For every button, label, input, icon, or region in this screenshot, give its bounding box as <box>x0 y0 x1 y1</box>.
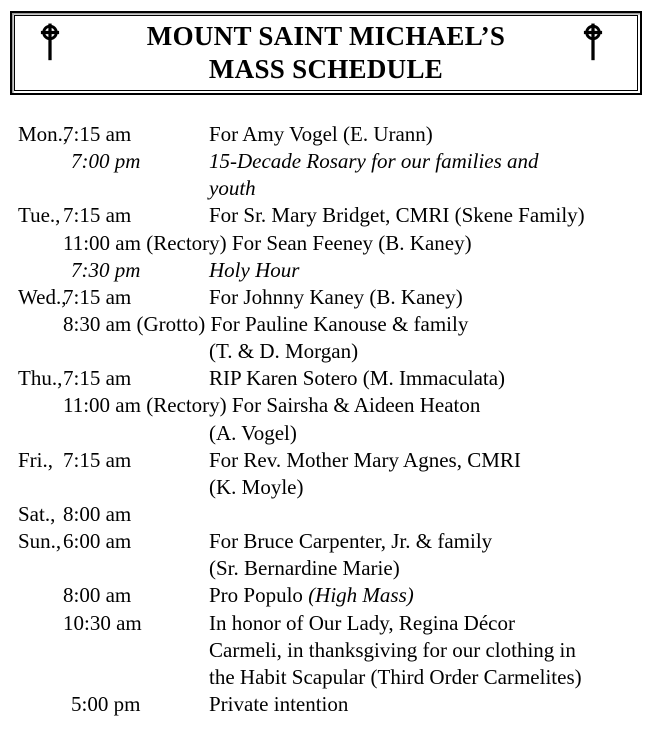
day-cell <box>18 555 63 582</box>
time-cell <box>63 338 209 365</box>
header-box-inner <box>14 15 638 91</box>
schedule-row <box>0 202 654 229</box>
schedule-row <box>0 257 654 284</box>
time-cell <box>63 474 209 501</box>
time-cell <box>63 175 209 202</box>
schedule-row <box>0 338 654 365</box>
time-cell: 6:00 am <box>63 529 132 554</box>
schedule-row <box>0 691 654 718</box>
time-cell <box>63 555 209 582</box>
intention-cell: Pro Populo (High Mass) <box>209 583 414 608</box>
schedule-row <box>0 148 654 175</box>
intention-cell: For Bruce Carpenter, Jr. & family <box>209 529 493 554</box>
day-cell <box>18 175 63 202</box>
schedule-row <box>0 365 654 392</box>
day-cell: Sat., <box>18 501 56 526</box>
time-cell: 7:30 pm <box>71 257 141 282</box>
time-cell <box>63 664 209 691</box>
schedule-row <box>0 230 654 257</box>
intention-cell: Carmeli, in thanksgiving for our clothing in <box>209 637 576 662</box>
day-cell: Mon., <box>18 122 69 146</box>
day-cell <box>18 474 63 501</box>
time-cell <box>63 637 209 664</box>
time-cell: 10:30 am <box>63 610 142 635</box>
time-cell: 7:15 am <box>63 366 132 391</box>
schedule-row <box>0 582 654 609</box>
day-cell: Fri., <box>18 447 54 472</box>
header-box <box>10 11 642 95</box>
intention-cell: (Sr. Bernardine Marie) <box>209 556 400 581</box>
celtic-cross-icon <box>583 22 603 67</box>
day-cell <box>18 637 63 664</box>
schedule-row <box>0 637 654 664</box>
time-and-intention-cell: 11:00 am (Rectory) For Sairsha & Aideen Heaton <box>63 393 481 418</box>
intention-cell: the Habit Scapular (Third Order Carmelites) <box>209 664 582 689</box>
time-cell <box>63 420 209 447</box>
schedule-row <box>0 392 654 419</box>
time-cell: 5:00 pm <box>71 691 141 716</box>
document-title <box>147 20 505 86</box>
schedule-row <box>0 420 654 447</box>
schedule-row <box>0 528 654 555</box>
day-cell <box>18 691 63 718</box>
day-cell <box>18 392 63 419</box>
day-cell <box>18 582 63 609</box>
intention-cell: (A. Vogel) <box>209 420 297 445</box>
day-cell: Tue., <box>18 203 61 228</box>
time-cell: 8:00 am <box>63 501 132 526</box>
time-and-intention-cell: 8:30 am (Grotto) For Pauline Kanouse & family <box>63 311 469 336</box>
day-cell <box>18 148 63 175</box>
day-cell: Thu., <box>18 366 63 391</box>
day-cell: Wed., <box>18 284 67 309</box>
day-cell <box>18 610 63 637</box>
title-line-1: MOUNT SAINT MICHAEL’S <box>146 21 506 51</box>
intention-cell: Private intention <box>209 691 349 716</box>
intention-cell: Holy Hour <box>209 257 300 282</box>
intention-cell: youth <box>209 176 256 201</box>
schedule-row <box>0 610 654 637</box>
time-cell: 7:15 am <box>63 447 132 472</box>
intention-cell: 15-Decade Rosary for our families and <box>209 149 539 174</box>
schedule-row <box>0 447 654 474</box>
time-cell: 7:15 am <box>63 203 132 228</box>
celtic-cross-icon <box>40 22 60 67</box>
time-cell: 8:00 am <box>63 583 132 608</box>
day-cell <box>18 311 63 338</box>
intention-cell <box>209 501 654 528</box>
intention-cell-italic-part: (High Mass) <box>308 583 414 608</box>
day-cell <box>18 420 63 447</box>
intention-cell: For Rev. Mother Mary Agnes, CMRI <box>209 447 521 472</box>
schedule-row <box>0 555 654 582</box>
day-cell <box>18 230 63 257</box>
schedule-row <box>0 474 654 501</box>
schedule-row <box>0 284 654 311</box>
intention-cell: For Johnny Kaney (B. Kaney) <box>209 284 463 309</box>
time-cell: 7:00 pm <box>71 149 141 174</box>
intention-cell: RIP Karen Sotero (M. Immaculata) <box>209 366 506 391</box>
intention-cell: For Sr. Mary Bridget, CMRI (Skene Family) <box>209 203 585 228</box>
intention-cell: In honor of Our Lady, Regina Décor <box>209 610 515 635</box>
day-cell <box>18 338 63 365</box>
time-cell: 7:15 am <box>63 284 132 309</box>
time-and-intention-cell: 11:00 am (Rectory) For Sean Feeney (B. Kaney) <box>63 230 472 255</box>
schedule-row <box>0 121 654 148</box>
schedule-row <box>0 501 654 528</box>
intention-cell: (T. & D. Morgan) <box>209 339 359 364</box>
intention-cell: (K. Moyle) <box>209 474 304 499</box>
schedule-table <box>0 121 654 718</box>
time-cell: 7:15 am <box>63 122 132 146</box>
day-cell: Sun., <box>18 529 62 554</box>
schedule-row <box>0 664 654 691</box>
day-cell <box>18 257 63 284</box>
day-cell <box>18 664 63 691</box>
schedule-row <box>0 175 654 202</box>
intention-cell: For Amy Vogel (E. Urann) <box>209 122 433 146</box>
title-line-2: MASS SCHEDULE <box>208 54 444 84</box>
schedule-row <box>0 311 654 338</box>
